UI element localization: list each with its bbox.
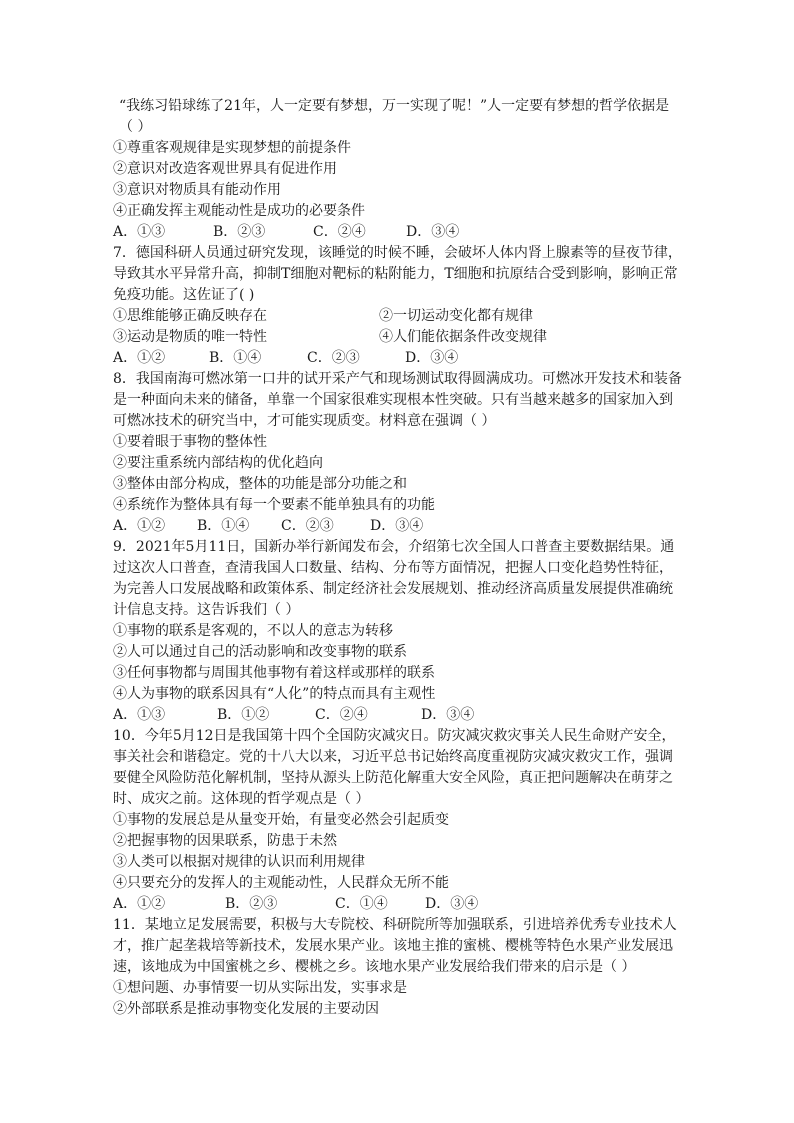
statement-item: ④人为事物的联系因具有“人化”的特点而具有主观性 (113, 686, 436, 702)
question-stem-line: 过这次人口普查，查清我国人口数量、结构、分布等方面情况，把握人口变化趋势性特征， (113, 560, 673, 576)
answer-options (113, 705, 683, 726)
question-stem-line: 要健全风险防范化解机制，坚持从源头上防范化解重大安全风险，真正把问题解决在萌芽之 (113, 770, 673, 786)
question-stem-line: 事关社会和谐稳定。党的十八大以来，习近平总书记始终高度重视防灾减灾救灾工作，强调 (113, 749, 673, 765)
statement-item: ③人类可以根据对规律的认识而利用规律 (113, 854, 365, 870)
option-a: A．①② (113, 896, 166, 912)
question-stem-line: 为完善人口发展战略和政策体系、制定经济社会发展规划、推动经济高质量发展提供准确统 (113, 581, 673, 597)
question-stem-line: 8．我国南海可燃冰第一口井的试开采产气和现场测试取得圆满成功。可燃冰开发技术和装备 (113, 371, 682, 387)
statement-item: ①尊重客观规律是实现梦想的前提条件 (113, 140, 351, 156)
statement-item: ③运动是物质的唯一特性 (113, 329, 267, 345)
question-stem-line: 才，推广起垄栽培等新技术，发展水果产业。该地主推的蜜桃、樱桃等特色水果产业发展迅 (113, 938, 673, 954)
statement-item: ③意识对物质具有能动作用 (113, 182, 281, 198)
option-d: D．③④ (405, 350, 459, 366)
option-b: B．①④ (209, 350, 262, 366)
question-9 (113, 537, 683, 726)
question-11 (113, 915, 683, 1020)
answer-options (113, 894, 683, 915)
statement-item: ④只要充分的发挥人的主观能动性，人民群众无所不能 (113, 875, 449, 891)
statement-item: ①事物的联系是客观的，不以人的意志为转移 (113, 623, 393, 639)
option-a: A．①③ (113, 707, 166, 723)
statement-item: ②要注重系统内部结构的优化趋向 (113, 455, 323, 471)
statement-item: ①要着眼于事物的整体性 (113, 434, 267, 450)
option-d: D．③④ (370, 518, 424, 534)
question-stem-line: 7．德国科研人员通过研究发现，该睡觉的时候不睡，会破坏人体内肾上腺素等的昼夜节律， (113, 245, 682, 261)
question-7 (113, 243, 683, 369)
question-8 (113, 369, 683, 537)
question-stem-line: 可燃冰技术的研究当中，才可能实现质变。材料意在强调（ ） (113, 413, 496, 429)
question-stem-line: 时、成灾之前。这体现的哲学观点是（ ） (113, 791, 370, 807)
option-d: D．③④ (425, 896, 479, 912)
statement-item: ③任何事物都与周围其他事物有着这样或那样的联系 (113, 665, 435, 681)
option-a: A．①② (113, 350, 166, 366)
statement-row (113, 327, 683, 348)
statement-item: ④人们能依据条件改变规律 (379, 329, 547, 345)
option-b: B．①② (217, 707, 270, 723)
statement-item: ①思维能够正确反映存在 (113, 308, 267, 324)
option-d: D．③④ (421, 707, 475, 723)
statement-item: ②人可以通过自己的活动影响和改变事物的联系 (113, 644, 407, 660)
statement-item: ②把握事物的因果联系，防患于未然 (113, 833, 337, 849)
option-a: A．①② (113, 518, 166, 534)
answer-options (113, 222, 683, 243)
question-stem-line: 导致其水平异常升高，抑制T细胞对靶标的粘附能力，T细胞和抗原结合受到影响，影响正常 (113, 266, 678, 282)
statement-item: ①事物的发展总是从量变开始，有量变必然会引起质变 (113, 812, 449, 828)
option-a: A．①③ (113, 224, 166, 240)
answer-blank: （ ） (119, 119, 152, 135)
option-c: C．①④ (335, 896, 388, 912)
answer-options (113, 516, 683, 537)
option-b: B．②③ (213, 224, 266, 240)
option-d: D．③④ (406, 224, 460, 240)
question-stem-line: 10．今年5月12日是我国第十四个全国防灾减灾日。防灾减灾救灾事关人民生命财产安全， (113, 728, 676, 744)
option-c: C．②③ (307, 350, 360, 366)
question-list (113, 96, 683, 1020)
option-c: C．②④ (315, 707, 368, 723)
answer-options (113, 348, 683, 369)
question-stem-line: “我练习铅球练了21年，人一定要有梦想，万一实现了呢！”人一定要有梦想的哲学依据是 (119, 98, 670, 114)
option-b: B．②③ (225, 896, 278, 912)
option-c: C．②③ (281, 518, 334, 534)
statement-item: ②外部联系是推动事物变化发展的主要动因 (113, 1001, 379, 1017)
statement-item: ④系统作为整体具有每一个要素不能单独具有的功能 (113, 497, 435, 513)
statement-row (113, 306, 683, 327)
question-stem-line: 计信息支持。这告诉我们（ ） (113, 602, 300, 618)
option-b: B．①④ (197, 518, 250, 534)
option-c: C．②④ (313, 224, 366, 240)
statement-item: ②一切运动变化都有规律 (379, 308, 533, 324)
question-10 (113, 726, 683, 915)
statement-item: ②意识对改造客观世界具有促进作用 (113, 161, 337, 177)
statement-item: ③整体由部分构成，整体的功能是部分功能之和 (113, 476, 407, 492)
question-stem-line: 免疫功能。这佐证了( ) (113, 287, 255, 303)
question-6 (113, 96, 683, 243)
statement-item: ①想问题、办事情要一切从实际出发，实事求是 (113, 980, 407, 996)
question-stem-line: 11．某地立足发展需要，积极与大专院校、科研院所等加强联系，引进培养优秀专业技术人 (113, 917, 677, 933)
question-stem-line: 是一种面向未来的储备，单靠一个国家很难实现根本性突破。只有当越来越多的国家加入到 (113, 392, 673, 408)
statement-item: ④正确发挥主观能动性是成功的必要条件 (113, 203, 365, 219)
question-stem-line: 速，该地成为中国蜜桃之乡、樱桃之乡。该地水果产业发展给我们带来的启示是（ ） (113, 959, 636, 975)
question-stem-line: 9．2021年5月11日，国新办举行新闻发布会，介绍第七次全国人口普查主要数据结果。通 (113, 539, 675, 555)
